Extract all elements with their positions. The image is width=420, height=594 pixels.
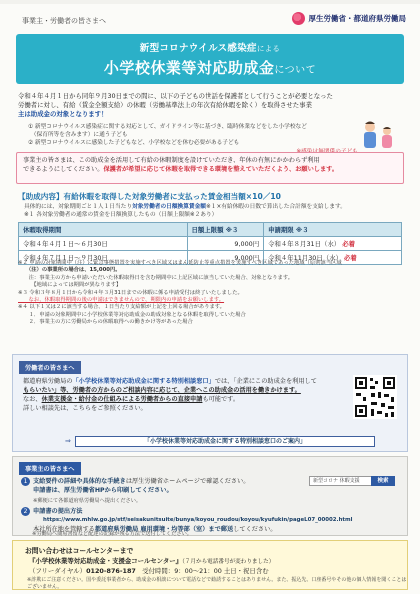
cell-period: 令和４年７月１日〜９月30日 [19, 251, 188, 265]
call-center-box [12, 540, 408, 590]
step-1-note [33, 497, 141, 506]
cell-cap: 9,000円 [187, 237, 264, 251]
top-border [0, 0, 420, 4]
step-2-note [32, 530, 192, 539]
step-2-header [21, 507, 83, 517]
hero-banner [16, 34, 404, 84]
fraud-warning: ※詐欺にご注意ください。国や委託事業者から、助成金の相談について電話などで勧誘することはありません。また、振込先、口座番号やその他の個人情報を聞くことはございません。 [27, 577, 407, 590]
workers-text: も可能です。 [202, 396, 240, 403]
search-button[interactable]: 検索 [371, 476, 395, 486]
cell-deadline [264, 237, 402, 251]
footnote-line: １．申請の対象期間中に小学校休業等対応助成金の助成対象となる休暇を取得していた場合 [18, 311, 246, 318]
call-center-title: お問い合わせはコールセンターまで [25, 547, 134, 555]
call-center-name [29, 556, 274, 565]
hero-title-suffix: について [274, 65, 317, 76]
workers-line: もらいたい」等、労働者の方からのご相談内容に応じて、企業へこの助成金の活用を働きかけます。 [23, 387, 301, 394]
callout-text: できるようにしてください。 [23, 166, 104, 173]
bullet-item: ② 新型コロナウイルスに感染した子どもなど、小学校などを休む必要がある子ども [28, 140, 240, 147]
hero-subtitle [16, 40, 404, 54]
callout-emphasis: 保護者が希望に応じて休暇を取得できる環境を整えていただくよう、お願いします。 [103, 166, 339, 173]
bullet-item: （保育所等を含みます）に通う子ども [28, 132, 128, 139]
workers-line: 詳しい相談先は、こちらをご参照ください。 [23, 405, 147, 412]
workers-text: 都道府県労働局の [23, 378, 73, 385]
call-center-change-note: （７月から電話番号が変わりました） [182, 559, 275, 565]
workers-info-box [12, 354, 408, 452]
eligibility-bullets [28, 123, 358, 156]
step-1-note-text: ※郵便にて各都道府県労働局へ提出ください。 [33, 498, 142, 504]
step-2-text: してください。 [233, 526, 277, 533]
subsidy-note: ※１ 各対象労働者の通常の賃金を日額換算したもの（日額上限額※２あり） [24, 212, 218, 218]
footnote-line: なお、休暇取得期間の後の申請はできませんので、期限内の申請をお願いします。 [18, 297, 225, 304]
workers-line [23, 377, 329, 386]
employer-request-callout [16, 152, 404, 184]
free-dial-label: （フリーダイヤル） [29, 567, 87, 575]
workers-line [23, 395, 329, 404]
hero-title-main: 小学校休業等対応助成金 [103, 59, 275, 77]
footnote-line: ２．事業主の方に労働局からの休暇取得への働きかけ等があった場合 [18, 319, 193, 326]
call-center-name-text: 『小学校休業等対応助成金・支援金コールセンター』 [29, 557, 182, 565]
intro-line: 労働者に対し、有給（賃金全額支給）の休暇（労働基準法上の年次有給休暇を除く）を取得させた事業 [18, 101, 312, 110]
subsidy-line [24, 203, 400, 211]
call-center-phone [29, 566, 269, 575]
col-header-cap: 日額上限額 ※３ [187, 223, 264, 237]
hero-title [16, 57, 404, 78]
step-number-1-icon: 1 [21, 477, 30, 486]
mhlw-url-link[interactable]: https://www.mhlw.go.jp/stf/seisakunitsuite/bunya/koyou_roudou/koyou/kyufukin/pageL07_00002.html [43, 517, 353, 523]
family-illustration-icon [356, 118, 402, 152]
footnote-line: ※３ 令和３年８月１日から令和４年３月31日までの休暇に係る申請受付は終了いたしました。 [18, 289, 243, 296]
step-2-note-text: ※労働局へ簡易書留など配達の記録が残る方法で送付してください。 [32, 531, 192, 537]
subsidy-section-title: 【助成内容】有給休暇を取得した対象労働者に支払った賃金相当額×10／10 [18, 192, 281, 201]
step-1 [21, 477, 249, 487]
intro-line-highlight: 主は助成金の対象となります！ [18, 110, 108, 119]
table-row [19, 237, 402, 251]
step-2-emphasis: 都道府県労働局 雇用環境・均等部（室）まで郵送 [94, 526, 234, 533]
col-header-period: 休暇取得期間 [19, 223, 188, 237]
search-input[interactable]: 新型コロナ 休暇支援 [309, 476, 395, 486]
step-1-title: 支給要件の詳細や具体的な手続き [33, 478, 126, 485]
workers-tag: 労働者の皆さまへ [19, 361, 81, 374]
subsidy-section-body [24, 203, 400, 219]
consultation-link[interactable]: 「小学校休業等対応助成金に関する特別相談窓口のご案内」 [75, 436, 375, 447]
deadline-date: 令和４年11月30日（水） [268, 254, 342, 262]
period-table [18, 222, 402, 265]
hero-subtitle-suffix: による [256, 44, 281, 53]
step-2-title: 申請書の提出方法 [33, 508, 83, 515]
table-header-row [19, 223, 402, 237]
hours-text: 受付時間：9：00〜21：00 土日・祝日含む [142, 567, 269, 575]
footnotes [18, 260, 404, 327]
footnote-line: （注）の事業所の場合は、15,000円。 [18, 267, 121, 274]
phone-number[interactable]: 0120-876-187 [86, 567, 136, 575]
qr-code-icon[interactable] [353, 375, 397, 419]
subsidy-emphasis: 対象労働者の日額換算賃金額 [132, 204, 206, 210]
ministry-brand [292, 12, 407, 25]
employers-info-box [12, 456, 408, 536]
col-header-deadline: 申請期限 ※３ [264, 223, 402, 237]
must-arrive-badge: 必着 [343, 254, 357, 262]
step-1-sub [33, 487, 173, 496]
audience-label: 事業主・労働者の皆さまへ [22, 17, 106, 25]
step-number-2-icon: 2 [21, 507, 30, 516]
footnote-line: ※２ 申請の対象期間中（注）に緊急事態措置を実施すべき区域又はまん延防止等重点措置を実施すべき区域であった地域（原則該当区域 [18, 260, 342, 266]
workers-text: では、「企業にこの助成金を利用して [214, 378, 317, 385]
intro-line: 令和４年４月１日から同年９月30日までの間に、以下の子どもの世話を保護者として行うことが必要となった [18, 92, 333, 100]
footnote-line: 【地域によっては期間が異なります】 [18, 282, 122, 289]
cell-period: 令和４年４月１日〜６月30日 [19, 237, 188, 251]
arrow-right-icon: ⇒ [65, 437, 71, 445]
subsidy-text: 具体的には、対象期間ごと１人１日当たり [24, 204, 133, 210]
callout-line [23, 165, 397, 174]
deadline-date: 令和４年８月31日（水） [268, 240, 341, 248]
cell-cap: 9,000円 [187, 251, 264, 265]
ministry-logo-icon [292, 12, 305, 25]
step-2-text: 本社所在地を管轄する [33, 526, 95, 533]
employers-tag: 事業主の皆さまへ [19, 462, 81, 475]
step-1-sub-text: 申請書は、厚生労働省HPから印刷してください。 [33, 487, 173, 494]
hero-subtitle-main: 新型コロナウイルス感染症 [139, 43, 257, 54]
subsidy-text: ※１×有給休暇の日数で算出した合計額を支給します。 [206, 204, 346, 210]
callout-line: 事業主の皆さまは、この助成金を活用して有給の休暇制度を設けていただき、年休の有無にかかわらず利用 [23, 157, 320, 164]
workers-emphasis: 「小学校休業等対応助成金に関する特別相談窓口」 [72, 378, 215, 385]
footnote-line: ※４ 以下１又は２に該当する場合、１日当たり支給額が上記を上回る場合があります。 [18, 304, 225, 311]
footnote-line: 注：事業主の方から申請いただいた休暇取得日を含む期間中に上記区域に該当していた場合、対象となります。 [18, 274, 294, 281]
workers-emphasis: 休業支援金・給付金の仕組みによる労働者からの直接申請 [41, 396, 203, 403]
workers-text: なお、 [23, 396, 42, 403]
intro-paragraph [18, 92, 404, 120]
ministry-name: 厚生労働省・都道府県労働局 [308, 14, 406, 23]
step-1-text: は厚生労働省ホームページで確認ください。 [125, 478, 250, 485]
bullet-item: ① 新型コロナウイルス感染症に関する対応として、ガイドライン等に基づき、臨時休業などをした小学校など [28, 124, 307, 130]
must-arrive-badge: 必着 [342, 240, 355, 248]
workers-info-text [23, 377, 329, 413]
